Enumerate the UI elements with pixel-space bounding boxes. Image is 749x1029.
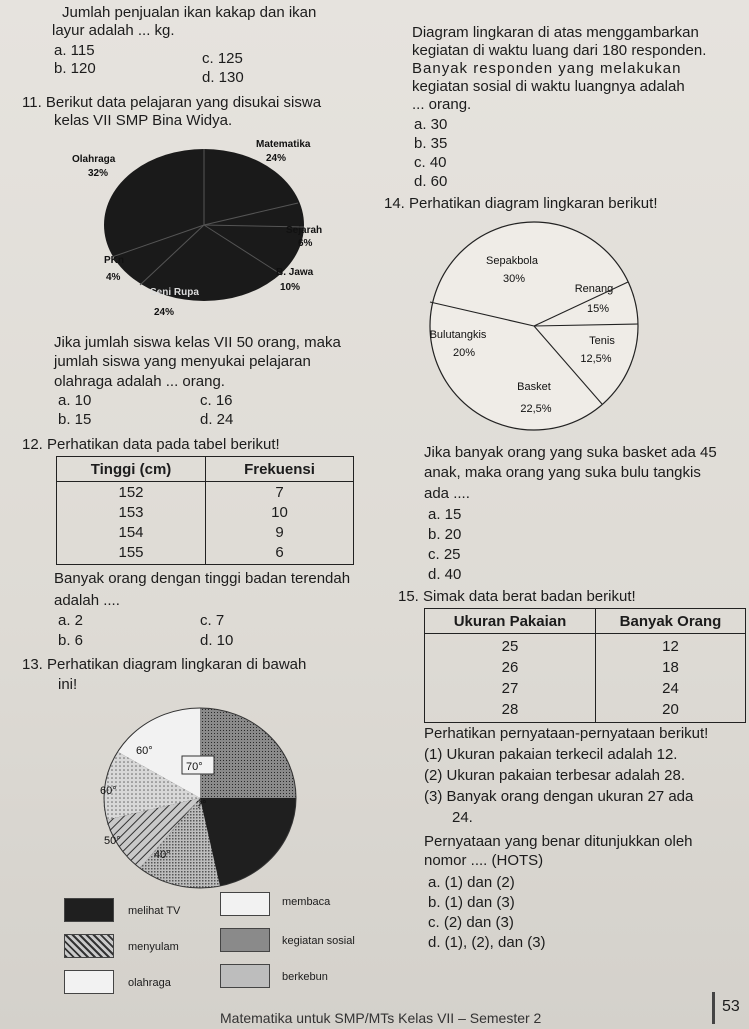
q12-header-height: Tinggi (cm) (57, 457, 206, 482)
pie-label-sepakbola: Sepakbola (486, 255, 538, 267)
question-tail-line: Jumlah penjualan ikan kakap dan ikan (62, 4, 317, 21)
table-cell: 6 (275, 544, 284, 561)
legend-label: melihat TV (128, 905, 181, 917)
q15-header-size: Ukuran Pakaian (425, 609, 596, 634)
q11-question-line: jumlah siswa yang menyukai pelajaran (54, 353, 311, 370)
legend-label: berkebun (282, 971, 328, 983)
pie-label-renang-pct: 15% (586, 303, 610, 315)
legend-swatch-menyulam (64, 934, 114, 958)
table-cell: 12 (662, 638, 679, 655)
q12-option-a: a. 2 (58, 612, 84, 629)
table-cell: 7 (275, 484, 284, 501)
q15-statement: (2) Ukuran pakaian terbesar adalah 28. (424, 767, 685, 784)
legend-swatch-berkebun (220, 964, 270, 988)
pie-label-sepakbola-pct: 30% (502, 273, 526, 285)
pie-label-bulutangkis-pct: 20% (452, 347, 476, 359)
q15-header-count: Banyak Orang (596, 609, 746, 634)
q11-option-c: c. 16 (200, 392, 233, 409)
pie-label-pkn-pct: 4% (106, 272, 121, 283)
pie-label-bjawa: B. Jawa (276, 267, 314, 278)
q15-intro: Perhatikan pernyataan-pernyataan berikut! (424, 725, 709, 742)
legend-label: menyulam (128, 941, 179, 953)
table-cell: 28 (501, 701, 519, 718)
pie-label-matematika-pct: 24% (266, 153, 287, 164)
q11-title: 11. Berikut data pelajaran yang disukai siswa (22, 94, 322, 111)
legend-swatch-sosial (220, 928, 270, 952)
q14-question-line: anak, maka orang yang suka bulu tangkis (424, 464, 701, 481)
q14-pie-chart (414, 218, 654, 436)
footer-bar (712, 992, 715, 1024)
q13-text-line: kegiatan di waktu luang dari 180 responden. (412, 42, 707, 59)
q14-question-line: ada .... (424, 485, 470, 502)
pie-label-tenis: Tenis (589, 335, 615, 347)
table-cell: 9 (275, 524, 284, 541)
q15-col-count (596, 634, 746, 723)
angle-label: 40° (154, 849, 171, 861)
q15-col-size (425, 634, 596, 723)
table-cell: 155 (118, 544, 144, 561)
footer-text: Matematika untuk SMP/MTs Kelas VII – Semester 2 (220, 1010, 542, 1026)
pie-label-bjawa-pct: 10% (280, 282, 301, 293)
table-cell: 25 (501, 638, 519, 655)
pie-label-renang: Renang (574, 283, 614, 295)
q13-option-b: b. 35 (414, 135, 448, 152)
table-cell: 153 (118, 504, 144, 521)
angle-label: 70° (186, 761, 203, 773)
q12-question-line: adalah .... (54, 592, 120, 609)
legend-swatch-tv (64, 898, 114, 922)
q15-option-a: a. (1) dan (2) (428, 874, 515, 891)
pie-label-olahraga: Olahraga (72, 154, 116, 165)
q15-option-c: c. (2) dan (3) (428, 914, 514, 931)
table-cell: 27 (501, 680, 519, 697)
table-cell: 18 (662, 659, 679, 676)
q12-option-d: d. 10 (200, 632, 234, 649)
angle-label: 50° (104, 835, 121, 847)
legend-swatch-membaca (220, 892, 270, 916)
q11-question-line: olahraga adalah ... orang. (54, 373, 225, 390)
q14-option-c: c. 25 (428, 546, 461, 563)
table-cell: 24 (662, 680, 679, 697)
option-b: b. 120 (54, 60, 96, 77)
q15-option-d: d. (1), (2), dan (3) (428, 934, 546, 951)
table-cell: 154 (118, 524, 144, 541)
legend-label: kegiatan sosial (282, 935, 355, 947)
q15-table (424, 608, 746, 723)
angle-label: 60° (136, 745, 153, 757)
q15-question-line: Pernyataan yang benar ditunjukkan oleh (424, 833, 693, 850)
q12-col-height (57, 482, 206, 565)
pie-label-sejarah-pct: 6% (298, 238, 313, 249)
option-a: a. 115 (54, 42, 95, 59)
q11-option-b: b. 15 (58, 411, 92, 428)
pie-label-tenis-pct: 12,5% (580, 353, 612, 365)
q13-text-line: ... orang. (412, 96, 472, 113)
pie-label-olahraga-pct: 32% (88, 168, 109, 179)
q12-title: 12. Perhatikan data pada tabel berikut! (22, 436, 280, 453)
q13-option-c: c. 40 (414, 154, 447, 171)
legend-swatch-olahraga (64, 970, 114, 994)
q12-table (56, 456, 354, 565)
q13-text-line: kegiatan sosial di waktu luangnya adalah (412, 78, 685, 95)
pie-label-seni: Seni Rupa (150, 287, 199, 298)
q13-text-line: Banyak responden yang melakukan (412, 60, 682, 77)
q15-title: 15. Simak data berat badan berikut! (398, 588, 636, 605)
q14-question-line: Jika banyak orang yang suka basket ada 45 (424, 444, 717, 461)
pie-label-basket: Basket (517, 381, 551, 393)
pie-label-basket-pct: 22,5% (520, 403, 552, 415)
q13-option-d: d. 60 (414, 173, 448, 190)
q14-option-b: b. 20 (428, 526, 462, 543)
q12-header-frequency: Frekuensi (206, 457, 354, 482)
table-cell: 152 (118, 484, 144, 501)
q12-col-frequency (206, 482, 354, 565)
q14-title: 14. Perhatikan diagram lingkaran berikut! (384, 195, 658, 212)
q15-option-b: b. (1) dan (3) (428, 894, 515, 911)
q13-option-a: a. 30 (414, 116, 448, 133)
table-cell: 26 (501, 659, 519, 676)
pie-label-bulutangkis: Bulutangkis (429, 329, 487, 341)
question-tail-line: layur adalah ... kg. (52, 22, 175, 39)
q12-option-c: c. 7 (200, 612, 225, 629)
q15-statement: (1) Ukuran pakaian terkecil adalah 12. (424, 746, 678, 763)
legend-label: membaca (282, 896, 331, 908)
q13-text-line: Diagram lingkaran di atas menggambarkan (412, 24, 699, 41)
page-number: 53 (722, 998, 740, 1015)
table-cell: 20 (662, 701, 679, 718)
q15-statement: 24. (452, 809, 473, 826)
pie-label-pkn: PKn (104, 255, 124, 266)
q14-option-d: d. 40 (428, 566, 462, 583)
q11-question-line: Jika jumlah siswa kelas VII 50 orang, maka (54, 334, 341, 351)
angle-label: 60° (100, 785, 117, 797)
angle-label: ?° (196, 799, 207, 811)
pie-label-sejarah: Sejarah (286, 225, 323, 236)
q13-title: 13. Perhatikan diagram lingkaran di bawah (22, 656, 307, 673)
q11-option-a: a. 10 (58, 392, 92, 409)
pie-label-seni-pct: 24% (154, 307, 175, 318)
option-c: c. 125 (202, 50, 243, 67)
q15-statement: (3) Banyak orang dengan ukuran 27 ada (424, 788, 694, 805)
q12-option-b: b. 6 (58, 632, 84, 649)
legend-label: olahraga (128, 977, 171, 989)
q11-pie-chart (60, 135, 340, 320)
pie-label-matematika: Matematika (256, 139, 311, 150)
q13-pie-chart (70, 700, 350, 892)
q15-question-line: nomor .... (HOTS) (424, 852, 544, 869)
q13-title: ini! (58, 676, 78, 693)
option-d: d. 130 (202, 69, 244, 86)
q12-question-line: Banyak orang dengan tinggi badan terendah (54, 570, 351, 587)
table-cell: 10 (271, 504, 288, 521)
q11-subtitle: kelas VII SMP Bina Widya. (54, 112, 233, 129)
q11-option-d: d. 24 (200, 411, 234, 428)
q14-option-a: a. 15 (428, 506, 462, 523)
